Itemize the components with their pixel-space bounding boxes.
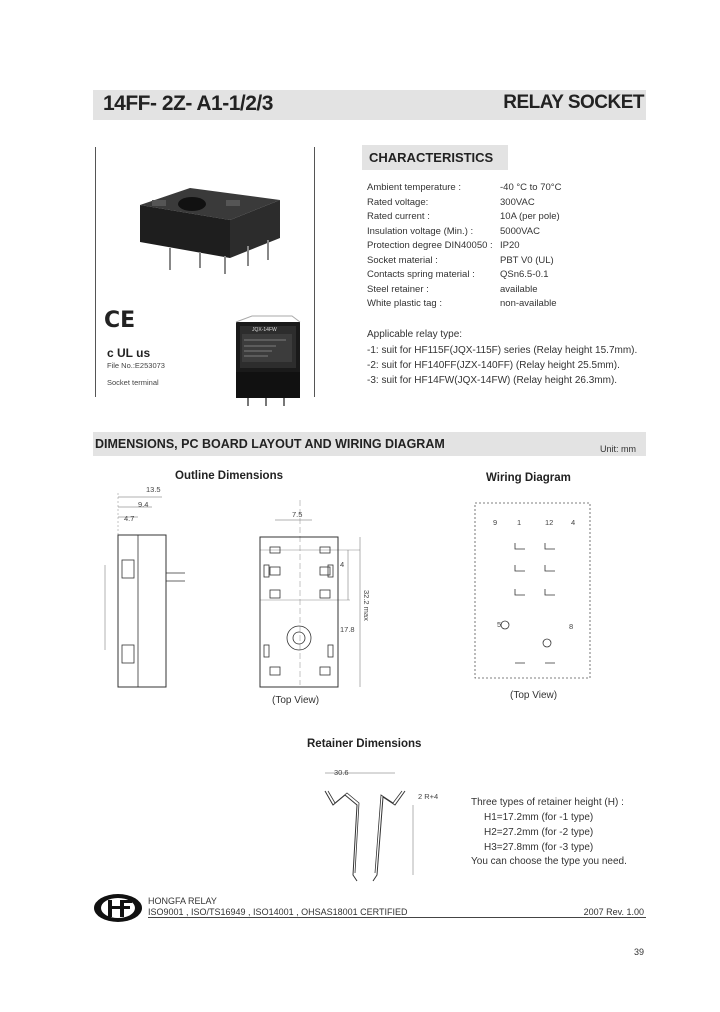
characteristics-title: CHARACTERISTICS [369,150,494,165]
dim-label: 4 [340,560,345,569]
ce-mark: CE [104,308,136,333]
spec-label: Rated voltage: [367,197,429,208]
spec-label: Steel retainer : [367,284,429,295]
spec-label: Socket material : [367,255,438,266]
top-view-drawing [250,495,370,695]
retainer-note: You can choose the type you need. [471,856,627,867]
terminal-label: 5 [497,620,502,629]
left-divider [95,147,96,397]
spec-value: IP20 [500,240,520,251]
side-view-drawing [100,485,190,695]
wiring-diagram [475,503,595,683]
dimensions-title: DIMENSIONS, PC BOARD LAYOUT AND WIRING DIAGRAM [95,437,445,451]
top-view-caption: (Top View) [272,695,320,706]
dim-label: 17.8 [340,625,355,634]
socket-caption: Socket terminal [107,378,159,387]
wiring-title: Wiring Diagram [486,472,571,484]
company-name: HONGFA RELAY [148,896,217,906]
spec-label: Protection degree DIN40050 : [367,240,493,251]
socket-photo [130,180,290,280]
spec-label: White plastic tag : [367,298,442,309]
spec-label: Contacts spring material : [367,269,475,280]
spec-value: available [500,284,538,295]
ul-mark: c UL us [107,346,151,360]
spec-value: non-available [500,298,557,309]
retainer-note: H2=27.2mm (for -2 type) [484,827,594,838]
page-number: 39 [633,947,644,957]
footer-rule [148,917,646,918]
category-title: RELAY SOCKET [503,92,644,113]
applicable-title: Applicable relay type: [367,329,463,340]
hongfa-logo [92,892,144,924]
unit-label: Unit: mm [600,444,636,454]
terminal-label: 12 [545,518,554,527]
spec-value: -40 °C to 70°C [500,182,562,193]
spec-value: 300VAC [500,197,535,208]
file-number: File No.:E253073 [107,361,165,370]
model-title: 14FF- 2Z- A1-1/2/3 [103,92,273,115]
retainer-dim: 30.6 [334,768,349,777]
applicable-item: -1: suit for HF115F(JQX-115F) series (Relay height 15.7mm). [367,345,638,356]
dim-label: 4.7 [124,514,135,523]
retainer-note: Three types of retainer height (H) : [471,797,624,808]
dim-label: 9.4 [138,500,149,509]
right-divider [314,147,315,397]
terminal-label: 4 [571,518,576,527]
retainer-dim: 2 R+4 [418,792,439,801]
spec-label: Rated current : [367,211,430,222]
outline-title: Outline Dimensions [175,470,283,482]
applicable-item: -2: suit for HF140FF(JZX-140FF) (Relay height 25.5mm). [367,360,620,371]
wiring-top-view-caption: (Top View) [510,690,558,701]
relay-label: JQX-14FW [252,327,277,333]
retainer-note: H3=27.8mm (for -3 type) [484,842,594,853]
retainer-title: Retainer Dimensions [307,738,422,750]
dim-label: 7.5 [292,510,303,519]
revision: 2007 Rev. 1.00 [583,907,644,917]
spec-label: Insulation voltage (Min.) : [367,226,474,237]
spec-value: 5000VAC [500,226,540,237]
terminal-label: 9 [493,518,498,527]
retainer-note: H1=17.2mm (for -1 type) [484,812,594,823]
terminal-label: 1 [517,518,522,527]
spec-value: QSn6.5-0.1 [500,269,549,280]
spec-value: 10A (per pole) [500,211,560,222]
dim-label: 13.5 [146,485,161,494]
spec-value: PBT V0 (UL) [500,255,554,266]
terminal-label: 8 [569,622,574,631]
applicable-item: -3: suit for HF14FW(JQX-14FW) (Relay height 26.3mm). [367,375,618,386]
spec-label: Ambient temperature : [367,182,461,193]
dim-label: 32.2 max [362,590,371,621]
certifications: ISO9001 , ISO/TS16949 , ISO14001 , OHSAS18001 CERTIFIED [148,907,408,917]
retainer-drawing [295,765,425,885]
